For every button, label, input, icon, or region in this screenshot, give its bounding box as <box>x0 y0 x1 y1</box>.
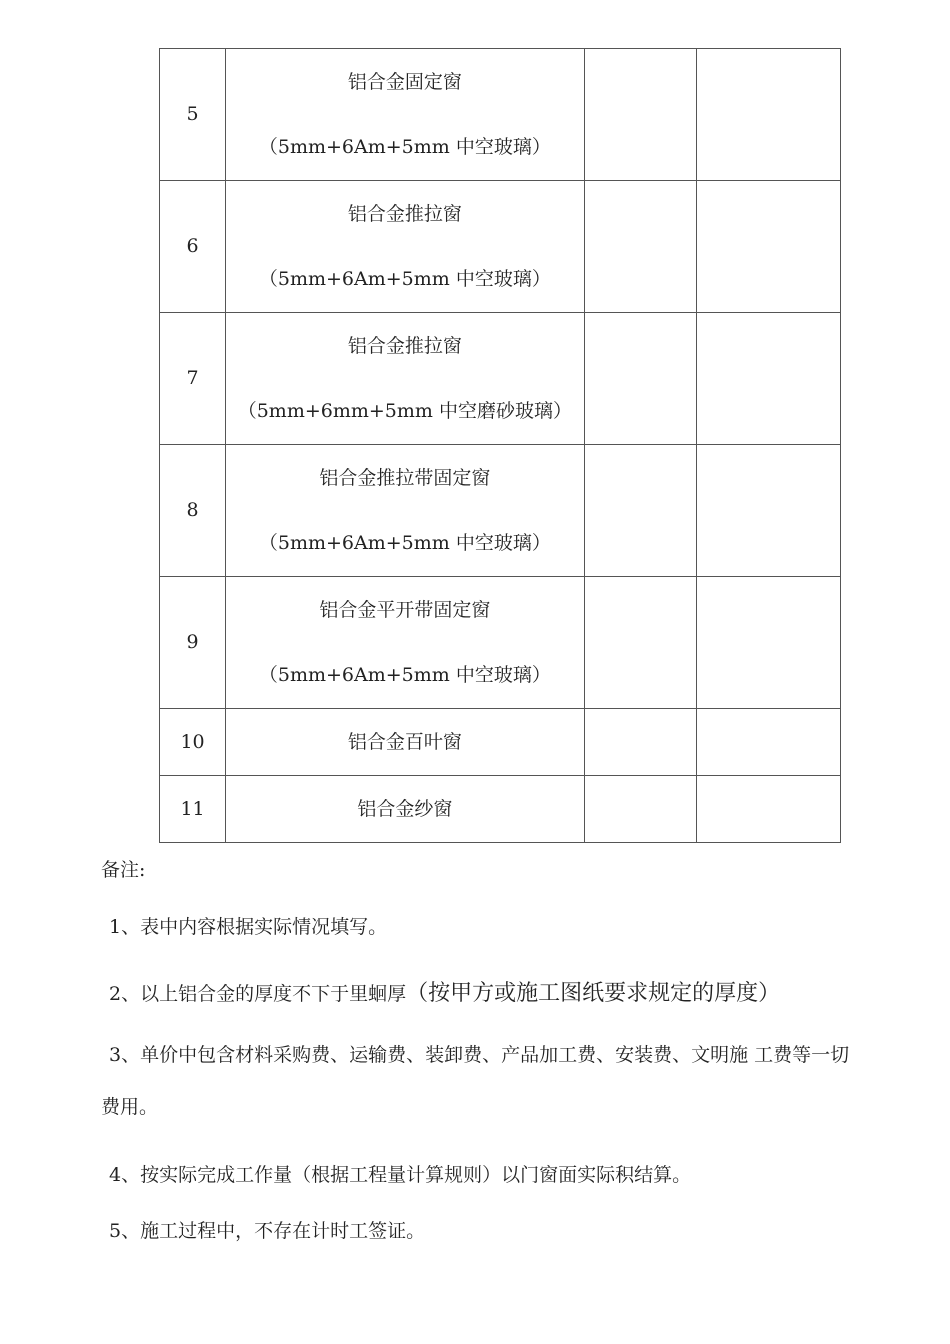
notes-title: 备注: <box>101 859 146 881</box>
item-description <box>226 49 585 181</box>
item-description <box>226 313 585 445</box>
item-name: 铝合金百叶窗 <box>226 709 585 776</box>
table-row <box>160 49 841 181</box>
table-row <box>160 709 841 776</box>
item-name: 铝合金平开带固定窗 <box>319 598 491 621</box>
empty-cell <box>584 49 696 181</box>
empty-cell <box>696 776 840 843</box>
empty-cell <box>696 49 840 181</box>
table-row <box>160 181 841 313</box>
empty-cell <box>584 445 696 577</box>
row-number: 5 <box>160 49 226 181</box>
empty-cell <box>584 181 696 313</box>
empty-cell <box>584 709 696 776</box>
empty-cell <box>584 577 696 709</box>
empty-cell <box>584 313 696 445</box>
item-spec: （5mm+6mm+5mm 中空磨砂玻璃） <box>237 399 572 422</box>
row-number: 6 <box>160 181 226 313</box>
empty-cell <box>696 445 840 577</box>
item-spec: （5mm+6Am+5mm 中空玻璃） <box>258 135 551 158</box>
item-spec: （5mm+6Am+5mm 中空玻璃） <box>258 663 551 686</box>
window-items-table <box>159 48 841 843</box>
note-item-2-remark: （按甲方或施工图纸要求规定的厚度） <box>406 981 781 1006</box>
row-number: 11 <box>160 776 226 843</box>
item-name: 铝合金固定窗 <box>347 70 462 93</box>
empty-cell <box>696 313 840 445</box>
empty-cell <box>696 577 840 709</box>
empty-cell <box>696 181 840 313</box>
item-description <box>226 445 585 577</box>
row-number: 10 <box>160 709 226 776</box>
table-row <box>160 577 841 709</box>
empty-cell <box>696 709 840 776</box>
item-name: 铝合金推拉带固定窗 <box>319 466 491 489</box>
note-item-4: 4、按实际完成工作量（根据工程量计算规则）以门窗面实际积结算。 <box>109 1164 692 1186</box>
row-number: 8 <box>160 445 226 577</box>
item-description <box>226 577 585 709</box>
item-name: 铝合金推拉窗 <box>347 334 462 357</box>
note-item-1: 1、表中内容根据实际情况填写。 <box>109 916 388 938</box>
item-name: 铝合金纱窗 <box>226 776 585 843</box>
item-description <box>226 181 585 313</box>
row-number: 7 <box>160 313 226 445</box>
note-item-3-continued: 费用。 <box>101 1096 159 1118</box>
item-name: 铝合金推拉窗 <box>347 202 462 225</box>
note-item-3: 3、单价中包含材料采购费、运输费、装卸费、产品加工费、安装费、文明施 工费等一切 <box>109 1044 850 1066</box>
note-item-2 <box>109 976 780 1007</box>
item-spec: （5mm+6Am+5mm 中空玻璃） <box>258 531 551 554</box>
empty-cell <box>584 776 696 843</box>
table-row <box>160 445 841 577</box>
item-spec: （5mm+6Am+5mm 中空玻璃） <box>258 267 551 290</box>
row-number: 9 <box>160 577 226 709</box>
table-row <box>160 313 841 445</box>
notes-section <box>101 856 911 1242</box>
note-item-2-text: 2、以上铝合金的厚度不下于里蛔厚 <box>109 983 407 1005</box>
table-row <box>160 776 841 843</box>
note-item-5: 5、施工过程中，不存在计时工签证。 <box>109 1220 426 1242</box>
